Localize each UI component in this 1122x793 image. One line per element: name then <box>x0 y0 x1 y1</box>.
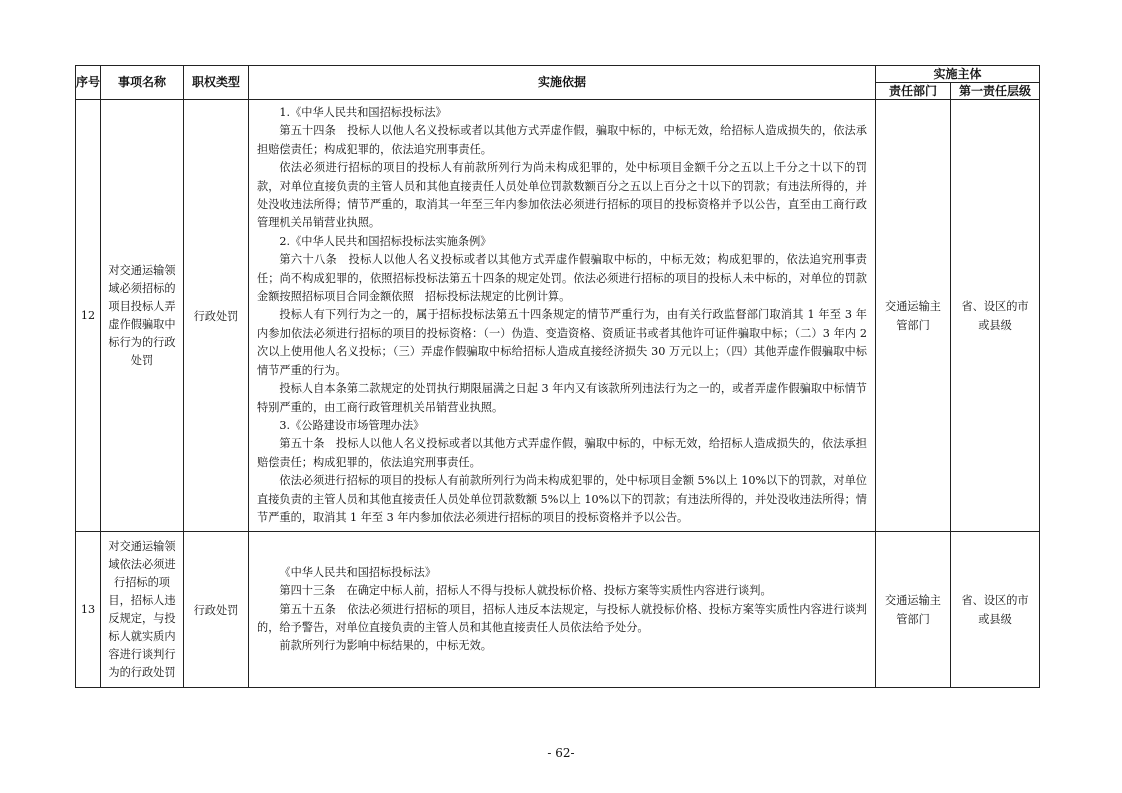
basis-paragraph: 第六十八条 投标人以他人名义投标或者以其他方式弄虚作假骗取中标的，中标无效；构成犯罪的，依法追究刑事责任；尚不构成犯罪的，依照招标投标法第五十四条的规定处罚。依法必须进行招标的项目的投标人未中标的，对单位的罚款金额按照招标项目合同金额依照 招标投标法规定的比例计算。 <box>257 253 867 304</box>
basis-paragraph: 投标人自本条第二款规定的处罚执行期限届满之日起 3 年内又有该款所列违法行为之一的，或者弄虚作假骗取中标情节特别严重的，由工商行政管理机关吊销营业执照。 <box>257 382 867 414</box>
basis-paragraph: 第四十三条 在确定中标人前，招标人不得与投标人就投标价格、投标方案等实质性内容进行谈判。 <box>279 584 772 598</box>
basis-paragraph: 第五十条 投标人以他人名义投标或者以其他方式弄虚作假，骗取中标的，中标无效，给招标人造成损失的，依法承担赔偿责任；构成犯罪的，依法追究刑事责任。 <box>257 437 867 469</box>
basis-paragraph: 第五十四条 投标人以他人名义投标或者以其他方式弄虚作假，骗取中标的，中标无效，给招标人造成损失的，依法承担赔偿责任；构成犯罪的，依法追究刑事责任。 <box>257 124 867 156</box>
enforcement-table <box>75 65 1040 688</box>
legal-basis <box>249 100 876 532</box>
row-number: 13 <box>76 532 101 688</box>
header-level: 第一责任层级 <box>951 83 1040 100</box>
page-number: - 62- <box>547 746 575 760</box>
header-no: 序号 <box>76 66 101 100</box>
basis-paragraph: 3.《公路建设市场管理办法》 <box>279 418 425 432</box>
basis-paragraph: 前款所列行为影响中标结果的，中标无效。 <box>279 639 492 653</box>
header-basis: 实施依据 <box>249 66 876 100</box>
responsibility-level: 省、设区的市或县级 <box>951 100 1040 532</box>
legal-basis <box>249 532 876 688</box>
responsibility-level: 省、设区的市或县级 <box>951 532 1040 688</box>
basis-paragraph: 依法必须进行招标的项目的投标人有前款所列行为尚未构成犯罪的，处中标项目金额 5%以上 10%以下的罚款，对单位直接负责的主管人员和其他直接责任人员处单位罚款数额 5%以上 10%以下的罚款；有违法所得的，并处没收违法所得；情节严重的，取消其 1 年至 3 年内参加依法必须进行招标的项目的投标资格并予以公告。 <box>257 474 867 524</box>
row-number: 12 <box>76 100 101 532</box>
basis-paragraph: 投标人有下列行为之一的，属于招标投标法第五十四条规定的情节严重行为，由有关行政监督部门取消其 1 年至 3 年内参加依法必须进行招标的项目的投标资格：（一）伪造、变造资格、资质证书或者其他许可证件骗取中标；（二）3 年内 2 次以上使用他人名义投标；（三）弄虚作假骗取中标给招标人造成直接经济损失 30 万元以上；（四）其他弄虚作假骗取中标情节严重的行为。 <box>257 308 867 377</box>
responsible-dept: 交通运输主管部门 <box>876 532 951 688</box>
power-type: 行政处罚 <box>184 100 249 532</box>
header-subject: 实施主体 <box>876 66 1040 83</box>
header-name: 事项名称 <box>101 66 184 100</box>
basis-paragraph: 2.《中华人民共和国招标投标法实施条例》 <box>279 234 492 248</box>
header-type: 职权类型 <box>184 66 249 100</box>
table-row <box>76 532 1040 688</box>
basis-paragraph: 依法必须进行招标的项目的投标人有前款所列行为尚未构成犯罪的，处中标项目金额千分之五以上千分之十以下的罚款，对单位直接负责的主管人员和其他直接责任人员处单位罚款数额百分之五以上百分之十以下的罚款；有违法所得的，并处没收违法所得；情节严重的，取消其一年至三年内参加依法必须进行招标的项目的投标资格并予以公告，直至由工商行政管理机关吊销营业执照。 <box>257 161 867 230</box>
responsible-dept: 交通运输主管部门 <box>876 100 951 532</box>
power-type: 行政处罚 <box>184 532 249 688</box>
basis-paragraph: 1.《中华人民共和国招标投标法》 <box>279 106 447 119</box>
header-dept: 责任部门 <box>876 83 951 100</box>
basis-paragraph: 第五十五条 依法必须进行招标的项目，招标人违反本法规定，与投标人就投标价格、投标方案等实质性内容进行谈判的，给予警告，对单位直接负责的主管人员和其他直接责任人员依法给予处分。 <box>257 602 867 635</box>
table-row <box>76 100 1040 532</box>
item-name: 对交通运输领域必须招标的项目投标人弄虚作假骗取中标行为的行政处罚 <box>101 100 184 532</box>
item-name: 对交通运输领域依法必须进行招标的项目，招标人违反规定，与投标人就实质内容进行谈判行为的行政处罚 <box>101 532 184 688</box>
basis-paragraph: 《中华人民共和国招标投标法》 <box>279 565 437 579</box>
